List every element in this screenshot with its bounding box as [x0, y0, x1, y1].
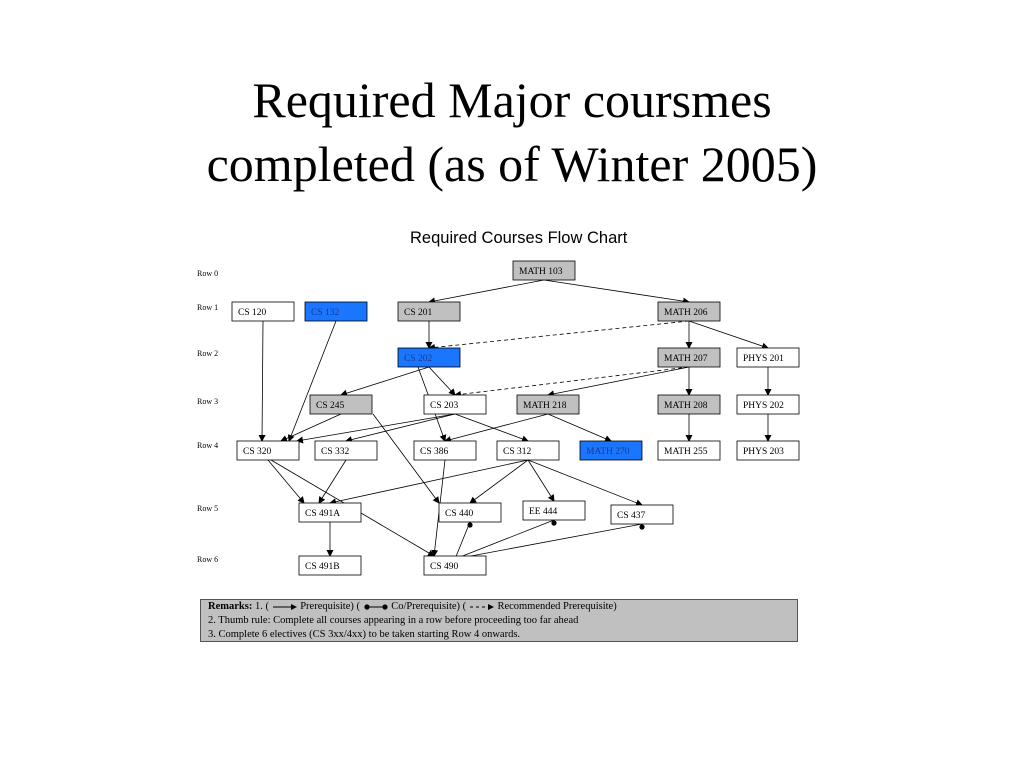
course-node-cs312: [497, 441, 559, 460]
prereq-edge: [429, 280, 544, 302]
course-label: EE 444: [529, 507, 558, 517]
course-node-ee444: [523, 501, 585, 520]
course-label: CS 386: [420, 447, 449, 457]
course-node-phys202: [737, 395, 799, 414]
prereq-edge: [548, 414, 611, 441]
coreq-dot: [467, 522, 472, 527]
remarks-line-1: [208, 600, 797, 614]
course-node-phys203: [737, 441, 799, 460]
course-label: MATH 208: [664, 401, 708, 411]
prerequisite-label: Prerequisite) (: [300, 601, 360, 612]
prereq-edge: [330, 460, 528, 503]
course-label: PHYS 202: [743, 401, 784, 411]
course-label: MATH 207: [664, 354, 708, 364]
recommended-label: Recommended Prerequisite): [497, 601, 617, 612]
prerequisite-arrow-icon: [272, 603, 298, 611]
course-node-cs440: [439, 503, 501, 522]
prereq-edge: [544, 280, 689, 302]
course-node-cs245: [310, 395, 372, 414]
course-node-cs203: [424, 395, 486, 414]
prereq-edge: [281, 414, 341, 441]
row-label: Row 4: [197, 441, 219, 450]
course-label: CS 245: [316, 401, 345, 411]
course-node-math208: [658, 395, 720, 414]
prereq-edge: [346, 414, 455, 441]
prereq-edge: [429, 367, 455, 395]
course-node-math218: [517, 395, 579, 414]
course-label: MATH 218: [523, 401, 567, 411]
coreq-edge: [455, 524, 642, 559]
course-node-cs386: [414, 441, 476, 460]
course-label: CS 437: [617, 511, 646, 521]
course-node-cs437: [611, 505, 673, 524]
prereq-edge: [289, 321, 336, 441]
row-label: Row 5: [197, 504, 219, 513]
remarks-heading: Remarks:: [208, 601, 253, 612]
coreq-dot: [639, 524, 644, 529]
course-label: CS 491A: [305, 509, 341, 519]
course-label: MATH 270: [586, 447, 630, 457]
course-label: CS 332: [321, 447, 350, 457]
course-label: CS 201: [404, 308, 433, 318]
course-node-cs491b: [299, 556, 361, 575]
course-label: CS 132: [311, 308, 340, 318]
course-node-cs320: [237, 441, 299, 460]
row-label: Row 3: [197, 397, 219, 406]
course-node-cs132: [305, 302, 367, 321]
row-label: Row 6: [197, 555, 219, 564]
prereq-edge: [689, 321, 768, 348]
coreq-dot-line-icon: [363, 603, 389, 611]
course-label: PHYS 203: [743, 447, 784, 457]
course-node-math255: [658, 441, 720, 460]
row-label: Row 2: [197, 349, 219, 358]
recommended-edge: [455, 367, 689, 395]
course-label: CS 440: [445, 509, 474, 519]
prereq-edge: [341, 367, 429, 395]
course-node-math103: [513, 261, 575, 280]
prereq-edge: [445, 414, 548, 441]
course-label: CS 202: [404, 354, 433, 364]
prereq-edge: [262, 321, 263, 441]
remarks-line-2: 2. Thumb rule: Complete all courses appearing in a row before proceeding too far ahead: [208, 615, 579, 626]
course-label: CS 490: [430, 562, 459, 572]
course-label: CS 320: [243, 447, 272, 457]
course-node-cs120: [232, 302, 294, 321]
remarks-line-3: 3. Complete 6 electives (CS 3xx/4xx) to be taken starting Row 4 onwards.: [208, 629, 521, 640]
course-node-cs202: [398, 348, 460, 367]
course-node-phys201: [737, 348, 799, 367]
course-node-cs491a: [299, 503, 361, 522]
remarks-line1-prefix: 1. (: [254, 601, 269, 612]
course-label: PHYS 201: [743, 354, 784, 364]
remarks-box: [200, 599, 798, 642]
prereq-edge: [455, 414, 528, 441]
prereq-edge: [528, 460, 554, 501]
prereq-edge: [528, 460, 642, 505]
course-node-cs332: [315, 441, 377, 460]
coreq-label: Co/Prerequisite) (: [391, 601, 467, 612]
course-label: CS 120: [238, 308, 267, 318]
coreq-edge: [455, 522, 470, 559]
course-label: CS 203: [430, 401, 459, 411]
recommended-dashed-arrow-icon: [469, 603, 495, 611]
prereq-edge: [268, 460, 304, 503]
recommended-edge: [429, 321, 689, 348]
course-node-cs201: [398, 302, 460, 321]
course-label: CS 491B: [305, 562, 340, 572]
course-label: MATH 206: [664, 308, 708, 318]
slide-title-line-1: Required Major coursmes: [252, 72, 772, 128]
course-node-cs490: [424, 556, 486, 575]
row-label: Row 0: [197, 269, 219, 278]
course-label: MATH 103: [519, 267, 563, 277]
course-label: MATH 255: [664, 447, 708, 457]
course-node-math270: [580, 441, 642, 460]
course-node-math207: [658, 348, 720, 367]
chart-title: Required Courses Flow Chart: [410, 229, 628, 247]
course-node-math206: [658, 302, 720, 321]
course-label: CS 312: [503, 447, 532, 457]
row-label: Row 1: [197, 303, 219, 312]
slide-title-line-2: completed (as of Winter 2005): [206, 136, 818, 192]
coreq-dot: [551, 520, 556, 525]
